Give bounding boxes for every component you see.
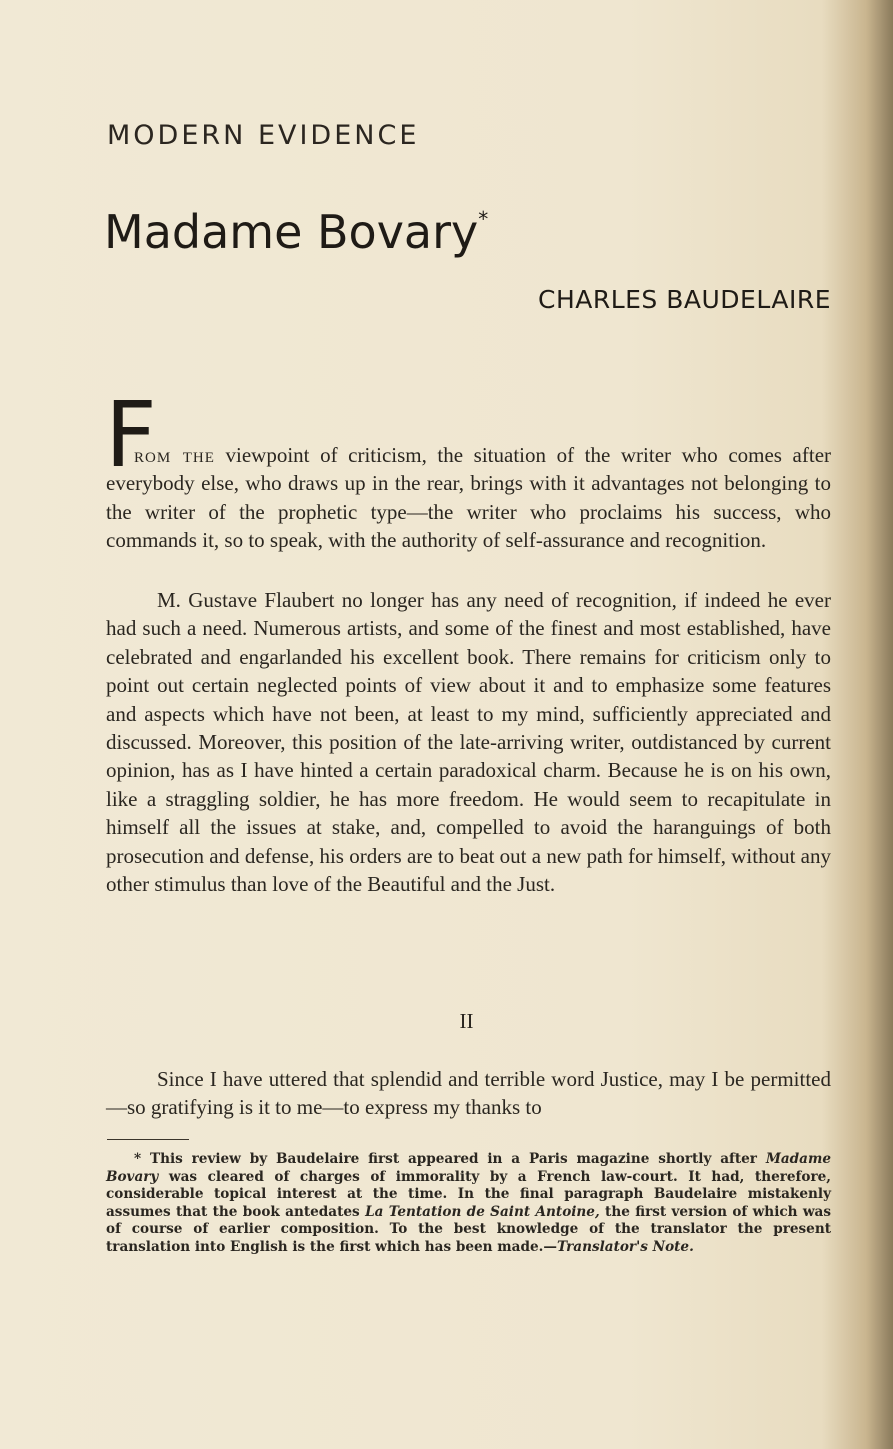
author-name: CHARLES BAUDELAIRE bbox=[537, 285, 831, 314]
footnote-text-2: was cleared of charges of immorality by a French law-court. It had, therefore, considerable topical interest at the time. In the final paragraph Baudelaire mistakenly assumes that the book antedates bbox=[106, 1168, 831, 1220]
footnote bbox=[106, 1151, 831, 1257]
title-footnote-marker: * bbox=[478, 207, 489, 231]
footnote-text-1: This review by Baudelaire first appeared in a Paris magazine shortly after bbox=[149, 1151, 757, 1167]
footnote-rule bbox=[107, 1139, 189, 1140]
section-label: MODERN EVIDENCE bbox=[107, 120, 420, 151]
footnote-italic-2: La Tentation de Saint Antoine, bbox=[365, 1203, 600, 1220]
section-number: II bbox=[459, 1009, 474, 1033]
paragraph-3: Since I have uttered that splendid and terrible word Justice, may I be permitted—so gratifying is it to me—to express my thanks to bbox=[106, 1067, 831, 1120]
title-text: Madame Bovary bbox=[104, 205, 479, 259]
drop-cap: F bbox=[105, 383, 157, 488]
footnote-italic-3: Translator's Note. bbox=[556, 1238, 694, 1255]
footnote-italic-1: Madame Bovary bbox=[106, 1151, 832, 1185]
paragraph-1 bbox=[106, 441, 831, 555]
article-title bbox=[104, 205, 488, 259]
paragraph-1-lead bbox=[106, 443, 226, 467]
footnote-marker: * bbox=[134, 1151, 142, 1167]
small-caps-lead: rom the bbox=[134, 443, 215, 467]
paragraph-1-text: viewpoint of criticism, the situation of the writer who comes after everybody else, who draws up in the rear, brings with it advantages not belonging to the writer of the prophetic type—the writer who proclaims his success, who commands it, so to speak, with the authority of self-assurance and recognition. bbox=[106, 443, 832, 553]
paragraph-2: M. Gustave Flaubert no longer has any need of recognition, if indeed he ever had such a need. Numerous artists, and some of the finest and most established, have celebrated and engarlanded his excellent book. There remains for criticism only to point out certain neglected points of view about it and to emphasize some features and aspects which have not been, at least to my mind, sufficiently appreciated and discussed. Moreover, this position of the late-arriving writer, outdistanced by current opinion, has as I have hinted a certain paradoxical charm. Because he is on his own, like a straggling soldier, he has more freedom. He would seem to recapitulate in himself all the issues at stake, and, compelled to avoid the haranguings of both prosecution and defense, his orders are to beat out a new path for himself, without any other stimulus than love of the Beautiful and the Just. bbox=[106, 588, 831, 897]
footnote-text-3: the first version of which was of course of earlier composition. To the best knowledge of the translator the present translation into English is the first which has been made.— bbox=[106, 1203, 832, 1255]
